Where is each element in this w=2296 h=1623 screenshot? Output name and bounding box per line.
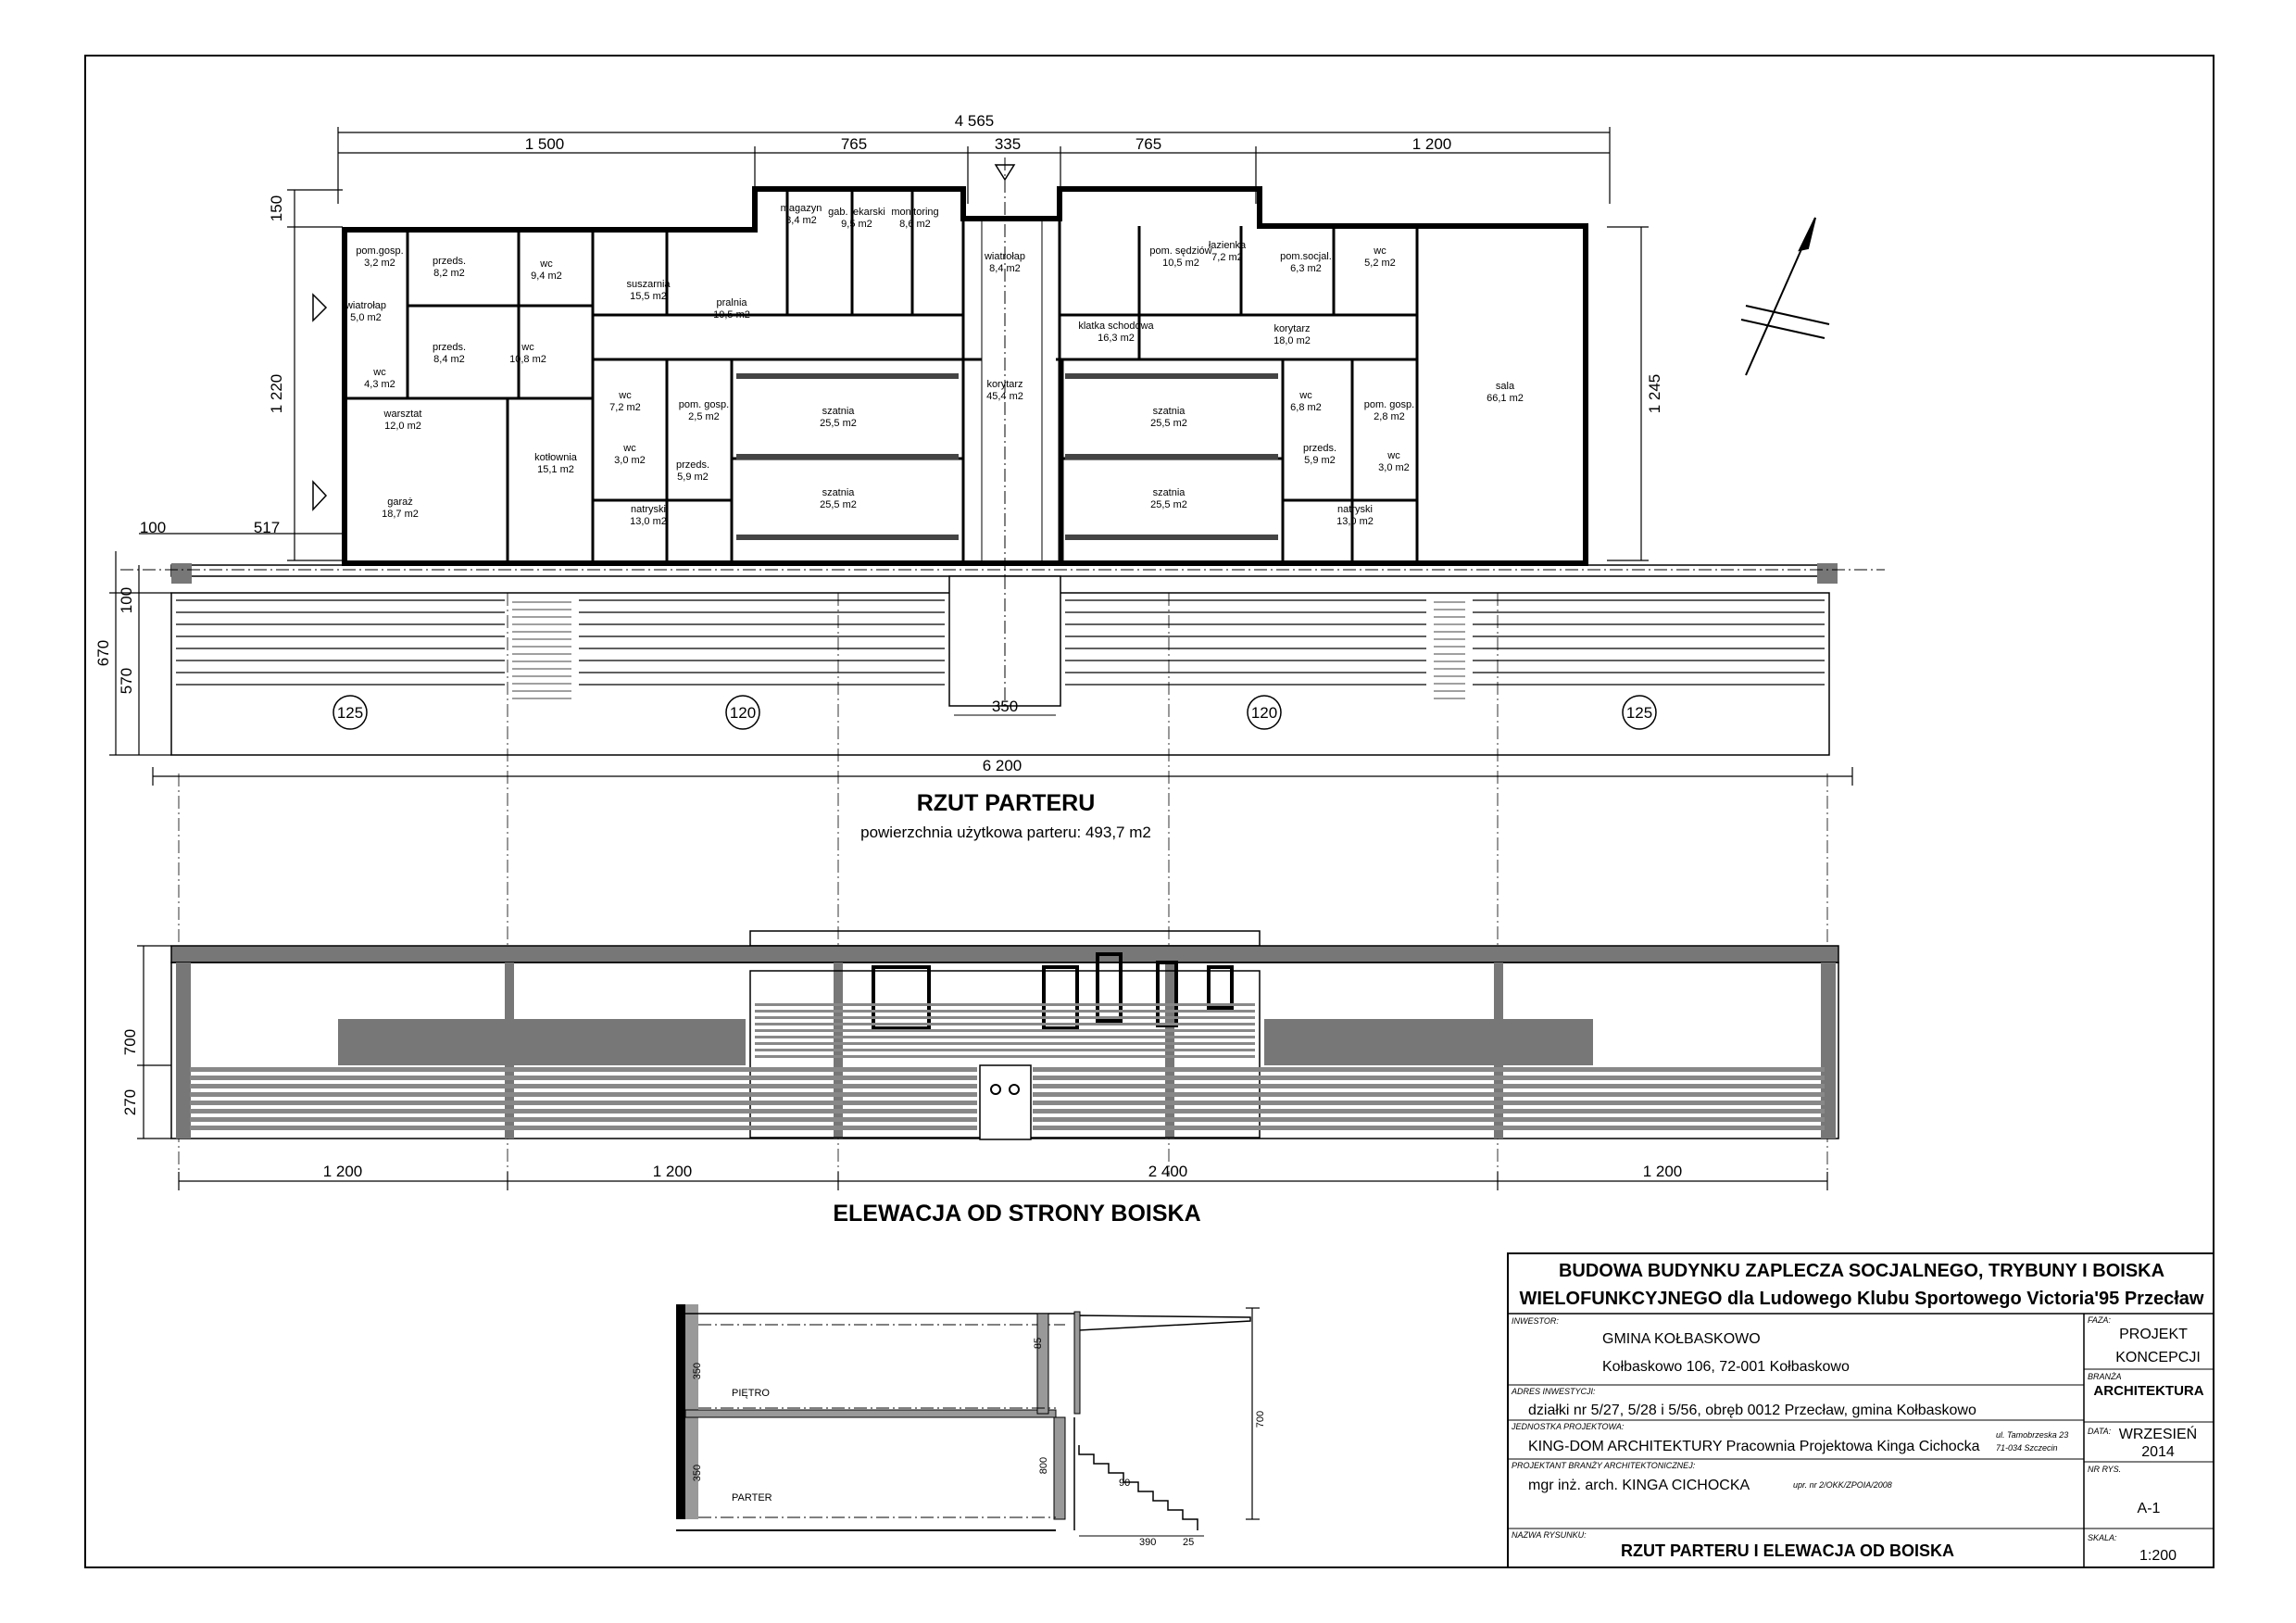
elev-dim-2: 1 200 <box>652 1163 693 1180</box>
upper-railing <box>755 1010 1255 1013</box>
elevation-row <box>190 1126 977 1130</box>
branch-value: ARCHITEKTURA <box>2093 1383 2204 1399</box>
room-name: szatnia <box>822 406 855 417</box>
room-area: 5,9 m2 <box>1304 455 1336 466</box>
room-area: 6,8 m2 <box>1290 402 1322 413</box>
dim-total-width: 4 565 <box>954 112 995 130</box>
cross-section <box>676 1304 1266 1548</box>
room-name: wc <box>521 342 534 353</box>
room-area: 18,7 m2 <box>382 509 419 520</box>
room-name: wc <box>623 443 636 454</box>
branch-label: BRANŻA <box>2088 1372 2122 1381</box>
dim-bleacher-100: 100 <box>118 586 135 614</box>
room-name: wc <box>1387 450 1400 461</box>
room-area: 13,0 m2 <box>1336 516 1374 527</box>
room-name: pom. gosp. <box>1363 399 1415 410</box>
dim-right-1245: 1 245 <box>1646 373 1663 414</box>
date-value-1: WRZESIEŃ <box>2118 1427 2198 1442</box>
elevation-row <box>1033 1076 1825 1080</box>
room-name: wiatrołap <box>984 251 1026 262</box>
section-dim-350-b: 350 <box>692 1464 703 1482</box>
investor-address: Kołbaskowo 106, 72-001 Kołbaskowo <box>1602 1359 1850 1375</box>
elevation-view <box>121 931 1838 1227</box>
room-area: 8,6 m2 <box>899 219 931 230</box>
plan-subtitle: powierzchnia użytkowa parteru: 493,7 m2 <box>860 824 1151 841</box>
room-area: 8,2 m2 <box>433 268 465 279</box>
elevation-row <box>190 1084 977 1088</box>
scale-label: SKALA: <box>2088 1533 2117 1542</box>
room-name: magazyn <box>780 203 822 214</box>
section-marker-1: 125 <box>336 704 364 722</box>
upper-railing <box>755 1016 1255 1019</box>
sheet-label: NR RYS. <box>2088 1465 2122 1474</box>
elevation-row <box>190 1067 977 1072</box>
outer-walls <box>345 189 1586 563</box>
section-dim-90: 90 <box>1119 1478 1131 1489</box>
room-area: 2,5 m2 <box>688 411 720 422</box>
designer-label: PROJEKTANT BRANŻY ARCHITEKTONICZNEJ: <box>1512 1461 1696 1470</box>
phase-label: FAZA: <box>2088 1315 2111 1325</box>
elevation-row <box>190 1076 977 1080</box>
date-value-2: 2014 <box>2141 1444 2175 1460</box>
upper-railing <box>755 1003 1255 1006</box>
dim-offset-517: 517 <box>253 519 281 536</box>
dim-seg-3: 335 <box>994 135 1022 153</box>
dim-left-1220: 1 220 <box>268 373 285 414</box>
scale-value: 1:200 <box>2139 1548 2177 1564</box>
room-area: 7,2 m2 <box>609 402 641 413</box>
stand-step-profile <box>1079 1445 1198 1530</box>
room-name: kotłownia <box>534 452 577 463</box>
investor-label: INWESTOR: <box>1512 1316 1559 1326</box>
section-marker-4: 125 <box>1625 704 1653 722</box>
room-area: 3,0 m2 <box>614 455 646 466</box>
north-arrow-icon <box>1741 218 1829 375</box>
elevation-title: ELEWACJA OD STRONY BOISKA <box>833 1201 1201 1227</box>
dim-offset-100: 100 <box>139 519 167 536</box>
room-area: 15,5 m2 <box>630 291 667 302</box>
elevation-row <box>1033 1067 1825 1072</box>
dim-bleacher-670: 670 <box>94 639 112 667</box>
section-dim-25: 25 <box>1183 1537 1195 1548</box>
room-name: przeds. <box>432 342 467 353</box>
title-block <box>1508 1253 2214 1567</box>
room-name: przeds. <box>1302 443 1337 454</box>
room-name: klatka schodowa <box>1078 321 1154 332</box>
elev-dim-4: 1 200 <box>1642 1163 1683 1180</box>
room-area: 3,0 m2 <box>1378 462 1410 473</box>
entrance-arrow-left-1 <box>313 295 326 321</box>
room-area: 10,5 m2 <box>713 309 750 321</box>
room-name: pralnia <box>716 297 747 308</box>
elev-dim-270: 270 <box>121 1088 139 1116</box>
dim-seg-1: 1 500 <box>524 135 565 153</box>
room-name: wc <box>540 258 553 270</box>
project-title-line-1: BUDOWA BUDYNKU ZAPLECZA SOCJALNEGO, TRYBUNY I BOISKA <box>1558 1261 2165 1281</box>
room-area: 25,5 m2 <box>820 499 857 510</box>
unit-value: KING-DOM ARCHITEKTURY Pracownia Projektowa Kinga Cichocka <box>1528 1439 1980 1454</box>
elevation-row <box>1033 1117 1825 1122</box>
elevation-row <box>1033 1101 1825 1105</box>
room-area: 25,5 m2 <box>1150 418 1187 429</box>
room-area: 4,3 m2 <box>364 379 395 390</box>
phase-value-1: PROJEKT <box>2119 1327 2188 1342</box>
section-height: 700 <box>1255 1410 1266 1428</box>
room-area: 12,0 m2 <box>384 421 421 432</box>
room-area: 8,4 m2 <box>785 215 817 226</box>
elevation-door <box>980 1065 1031 1139</box>
room-area: 18,0 m2 <box>1273 335 1311 346</box>
room-area: 6,3 m2 <box>1290 263 1322 274</box>
section-marker-2: 120 <box>729 704 757 722</box>
room-area: 45,4 m2 <box>986 391 1023 402</box>
room-area: 25,5 m2 <box>1150 499 1187 510</box>
section-floor-ground: PARTER <box>732 1492 772 1503</box>
room-area: 7,2 m2 <box>1211 252 1243 263</box>
room-area: 16,3 m2 <box>1098 333 1135 344</box>
sheet-value: A-1 <box>2137 1501 2161 1516</box>
room-name: pom. sędziów <box>1149 245 1212 257</box>
unit-address-1: ul. Tamobrzeska 23 <box>1996 1430 2069 1440</box>
designer-value: mgr inż. arch. KINGA CICHOCKA <box>1528 1478 1750 1493</box>
room-name: wc <box>1299 390 1312 401</box>
room-name: gab. lekarski <box>828 207 885 218</box>
room-name: garaż <box>387 497 413 508</box>
section-dim-85: 85 <box>1033 1337 1044 1350</box>
elev-dim-1: 1 200 <box>322 1163 363 1180</box>
room-area: 10,8 m2 <box>509 354 546 365</box>
section-canopy <box>1079 1315 1250 1330</box>
elevation-row <box>1033 1126 1825 1130</box>
dim-seg-2: 765 <box>840 135 868 153</box>
elevation-row <box>190 1117 977 1122</box>
elev-dim-3: 2 400 <box>1148 1163 1188 1180</box>
room-area: 15,1 m2 <box>537 464 574 475</box>
drawing-label: NAZWA RYSUNKU: <box>1512 1530 1587 1540</box>
upper-railing <box>755 1029 1255 1032</box>
upper-railing <box>755 1023 1255 1025</box>
elevation-row <box>1033 1084 1825 1088</box>
room-name: wc <box>619 390 632 401</box>
entrance-arrow-left-2 <box>313 482 326 510</box>
room-area: 25,5 m2 <box>820 418 857 429</box>
room-area: 8,4 m2 <box>989 263 1021 274</box>
plan-left-dimensions <box>287 190 1649 560</box>
room-name: pom. gosp. <box>678 399 730 410</box>
site-label: ADRES INWESTYCJI: <box>1512 1387 1596 1396</box>
room-area: 9,5 m2 <box>841 219 872 230</box>
section-dim-800: 800 <box>1038 1456 1049 1475</box>
upper-railing <box>755 1042 1255 1045</box>
dim-left-150: 150 <box>268 195 285 222</box>
room-name: przeds. <box>432 256 467 267</box>
room-area: 5,2 m2 <box>1364 258 1396 269</box>
room-name: pom.socjal. <box>1280 251 1332 262</box>
section-dim-390: 390 <box>1139 1537 1157 1548</box>
date-label: DATA: <box>2088 1427 2112 1436</box>
room-name: korytarz <box>1273 323 1311 334</box>
room-labels <box>345 203 1524 527</box>
room-area: 8,4 m2 <box>433 354 465 365</box>
elevation-row <box>190 1101 977 1105</box>
room-name: warsztat <box>383 409 422 420</box>
sheet-border <box>85 56 2214 1567</box>
room-name: szatnia <box>1152 406 1186 417</box>
elevation-row <box>1033 1092 1825 1097</box>
dim-bleacher-570: 570 <box>118 667 135 695</box>
room-name: łazienka <box>1208 240 1247 251</box>
section-floor-upper: PIĘTRO <box>732 1388 770 1399</box>
room-name: natryski <box>1337 504 1373 515</box>
room-name: szatnia <box>822 487 855 498</box>
site-value: działki nr 5/27, 5/28 i 5/56, obręb 0012 Przecław, gmina Kołbaskowo <box>1528 1403 1976 1418</box>
room-name: wc <box>373 367 386 378</box>
room-name: przeds. <box>675 459 710 471</box>
room-name: natryski <box>631 504 666 515</box>
room-area: 5,0 m2 <box>350 312 382 323</box>
section-dim-350-a: 350 <box>692 1362 703 1380</box>
project-title-line-2: WIELOFUNKCYJNEGO dla Ludowego Klubu Sportowego Victoria'95 Przecław <box>1519 1289 2204 1309</box>
section-marker-3: 120 <box>1250 704 1278 722</box>
room-name: wc <box>1374 245 1386 257</box>
elevation-row <box>190 1109 977 1113</box>
plan-bleachers <box>120 563 1885 755</box>
dim-seg-4: 765 <box>1135 135 1162 153</box>
room-area: 9,4 m2 <box>531 270 562 282</box>
unit-address-2: 71-034 Szczecin <box>1996 1443 2058 1453</box>
room-area: 10,5 m2 <box>1162 258 1199 269</box>
unit-label: JEDNOSTKA PROJEKTOWA: <box>1512 1422 1625 1431</box>
upper-railing <box>755 1055 1255 1058</box>
upper-railing <box>755 1049 1255 1051</box>
room-name: sala <box>1495 381 1515 392</box>
room-name: pom.gosp. <box>356 245 404 257</box>
room-name: szatnia <box>1152 487 1186 498</box>
room-name: wiatrołap <box>345 300 387 311</box>
elevation-row <box>1033 1109 1825 1113</box>
upper-railing <box>755 1036 1255 1038</box>
room-area: 66,1 m2 <box>1487 393 1524 404</box>
designer-license: upr. nr 2/OKK/ZPOIA/2008 <box>1793 1480 1892 1490</box>
room-area: 5,9 m2 <box>677 472 709 483</box>
elevation-row <box>190 1092 977 1097</box>
phase-value-2: KONCEPCJI <box>2115 1350 2201 1365</box>
room-name: suszarnia <box>626 279 671 290</box>
room-area: 3,2 m2 <box>364 258 395 269</box>
room-area: 2,8 m2 <box>1374 411 1405 422</box>
investor-name: GMINA KOŁBASKOWO <box>1602 1331 1761 1347</box>
dim-stair-350: 350 <box>991 698 1019 715</box>
elev-dim-700: 700 <box>121 1028 139 1056</box>
room-area: 13,0 m2 <box>630 516 667 527</box>
section-stepped-stand <box>1079 1445 1198 1530</box>
dim-overall-6200: 6 200 <box>982 757 1023 774</box>
room-name: korytarz <box>986 379 1023 390</box>
drawing-value: RZUT PARTERU I ELEWACJA OD BOISKA <box>1620 1541 1955 1560</box>
plan-title: RZUT PARTERU <box>916 790 1096 816</box>
dim-seg-5: 1 200 <box>1411 135 1452 153</box>
room-name: monitoring <box>891 207 939 218</box>
